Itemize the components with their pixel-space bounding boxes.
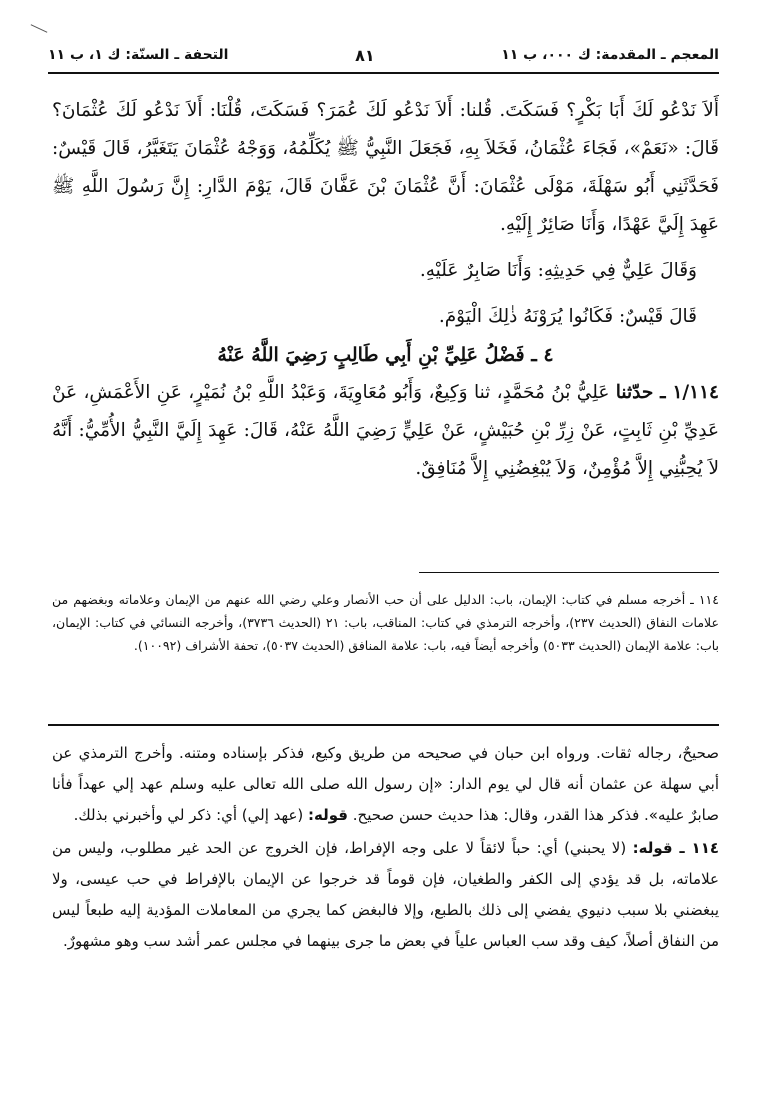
hadith-number: ١/١١٤ ـ حدّثنا xyxy=(615,382,719,403)
hadith-paragraph xyxy=(52,374,719,488)
main-text xyxy=(52,92,719,488)
main-paragraph-2: وَقَالَ عَلِيٌّ فِي حَدِيثِهِ: وَأَنَا صَابِرٌ عَلَيْهِ. xyxy=(419,260,697,281)
footnote-divider xyxy=(419,572,719,573)
header-left-ref: التحفة ـ السنّة: ك ١، ب ١١ xyxy=(48,47,229,63)
commentary-p1-text: صحيحٌ، رجاله ثقات. ورواه ابن حبان في صحيحه من طريق وكيع، فذكر بإسناده ومتنه. وأخرج الترمذي عن أبي سهلة عن عثمان أنه قال لي يوم الدار: «إن رسول الله صلى الله تعالى عليه وسلم عهد إلي عهداً فأنا صابرٌ عليه». فذكر هذا القدر، وقال: هذا حديث حسن صحيح. xyxy=(52,744,719,824)
header-right-ref: المعجم ـ المقدمة: ك ٠٠٠، ب ١١ xyxy=(501,47,719,63)
footnote-text: ١١٤ ـ أخرجه مسلم في كتاب: الإيمان، باب: الدليل على أن حب الأنصار وعلي رضي الله عنهم من الإيمان وعلاماته وبغضهم من علامات النفاق (الحديث ٢٣٧)، وأخرجه الترمذي في كتاب: المناقب، باب: ٢١ (الحديث ٣٧٣٦)، وأخرجه النسائي في كتاب: الإيمان، باب: علامة الإيمان (الحديث ٥٠٣٣) وأخرجه أيضاً فيه، باب: علامة المنافق (الحديث ٥٠٣٧)، تحفة الأشراف (١٠٠٩٢). xyxy=(52,592,719,653)
page-number: ٨١ xyxy=(355,45,375,65)
commentary-p2-lead: ١١٤ ـ قوله: xyxy=(632,839,720,857)
main-paragraph-1: أَلاَ نَدْعُو لَكَ أَبَا بَكْرٍ؟ فَسَكَتَ. قُلنا: أَلاَ نَدْعُو لَكَ عُمَرَ؟ فَسَكَتَ، قُلْنَا: أَلاَ نَدْعُو لَكَ عُثْمَانَ؟ قَالَ: «نَعَمْ»، فَجَاءَ عُثْمَانُ، فَخَلاَ بِهِ، فَجَعَلَ النَّبِيُّ ﷺ يُكَلِّمُهُ، وَوَجْهُ عُثْمَانَ يَتَغَيَّرُ، قَالَ قَيْسٌ: فَحَدَّثَنِي أَبُو سَهْلَةَ، مَوْلَى عُثْمَانَ: أَنَّ عُثْمَانَ بْنَ عَفَّانَ قَالَ، يَوْمَ الدَّارِ: إِنَّ رَسُولَ اللَّهِ ﷺ عَهِدَ إِلَيَّ عَهْدًا، وَأَنَا صَائِرٌ إِلَيْهِ. xyxy=(52,100,719,235)
main-paragraph-3: قَالَ قَيْسٌ: فَكَانُوا يُرَوْنَهُ ذٰلِكَ الْيَوْمَ. xyxy=(438,306,697,327)
header-divider xyxy=(48,72,719,74)
commentary-paragraph-1 xyxy=(52,738,719,831)
hadith-text: عَلِيُّ بْنُ مُحَمَّدٍ، ثنا وَكِيعٌ، وَأَبُو مُعَاوِيَةَ، وَعَبْدُ اللَّهِ بْنُ نُمَيْرٍ، عَنِ الأَعْمَشِ، عَنْ عَدِيِّ بْنِ ثَابِتٍ، عَنْ زِرِّ بْنِ حُبَيْشٍ، عَنْ عَلِيٍّ رَضِيَ اللَّهُ عَنْهُ، قَالَ: عَهِدَ إِلَيَّ النَّبِيُّ الأُمِّيُّ: أَنَّهُ لاَ يُحِبُّنِي إِلاَّ مُؤْمِنٌ، وَلاَ يُبْغِضُنِي إِلاَّ مُنَافِقٌ. xyxy=(52,382,719,479)
commentary-p1-lead: قوله: xyxy=(308,806,348,824)
page-header xyxy=(48,40,719,70)
chapter-title: ٤ ـ فَضْلُ عَلِيِّ بْنِ أَبِي طَالِبٍ رَضِيَ اللَّهُ عَنْهُ xyxy=(217,344,554,366)
commentary-p1-tail: (عهد إلي) أي: ذكر لي وأخبرني بذلك. xyxy=(73,806,309,824)
footnote xyxy=(52,588,719,657)
commentary xyxy=(52,738,719,957)
scan-mark xyxy=(31,24,48,33)
commentary-divider xyxy=(48,724,719,726)
commentary-p2-text: (لا يحبني) أي: حباً لائقاً لا على وجه الإفراط، فإن الخروج عن الحد غير مطلوب، وليس من علاماته، بل قد يؤدي إلى الكفر والطغيان، فإن قوماً قد خرجوا عن الإيمان بالإفراط في حب عيسى، ولا يبغضني بلا سبب دنيوي يفضي إلى ذلك بالطبع، وإلا فالبغض كما يجري من المعاملات المؤدية إليه طبعاً ليس من النفاق أصلاً، كيف وقد سب العباس علياً في بعض ما جرى بينهما في مجلس عمر أشد سب وهو مشهورٌ. xyxy=(52,839,719,950)
commentary-paragraph-2 xyxy=(52,833,719,957)
